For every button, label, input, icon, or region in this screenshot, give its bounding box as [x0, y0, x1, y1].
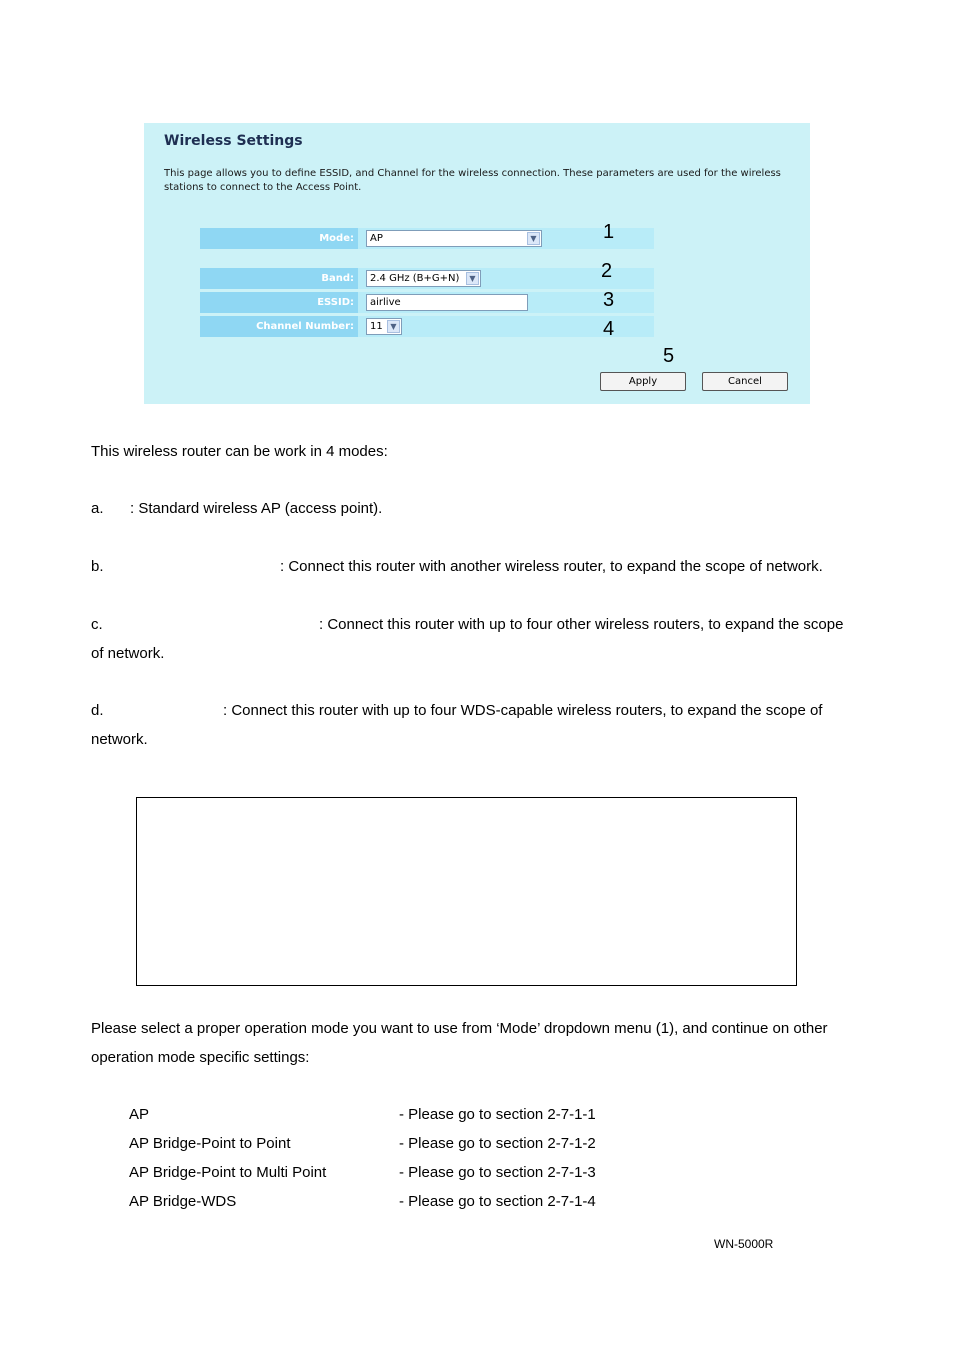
essid-row [200, 292, 654, 313]
section-mode: AP Bridge-WDS [129, 1193, 237, 1210]
marker-4: 4 [603, 318, 615, 340]
section-ref: - Please go to section 2-7-1-3 [399, 1164, 596, 1181]
mode-text: : Connect this router with up to four other wireless routers, to expand the scope of network. [91, 616, 844, 662]
marker-1: 1 [603, 221, 615, 243]
panel-description: This page allows you to define ESSID, and Channel for the wireless connection. These parameters are used for the wireless stations to connect to the Access Point. [164, 168, 781, 193]
channel-label: Channel Number: [200, 316, 358, 337]
essid-value: airlive [370, 297, 401, 308]
mode-value: AP [370, 233, 383, 244]
mode-letter: d. [91, 702, 104, 719]
wireless-settings-panel [144, 123, 810, 404]
note-box [136, 797, 797, 986]
channel-select[interactable] [366, 318, 402, 335]
marker-3: 3 [603, 289, 615, 311]
section-ref: - Please go to section 2-7-1-4 [399, 1193, 596, 1210]
mode-letter: c. [91, 616, 103, 633]
mode-select[interactable] [366, 230, 542, 247]
mode-row [200, 228, 654, 249]
band-row [200, 268, 654, 289]
mode-item-c [91, 610, 851, 668]
panel-title: Wireless Settings [164, 133, 303, 149]
mode-text: : Standard wireless AP (access point). [130, 500, 383, 517]
section-mode: AP Bridge-Point to Point [129, 1135, 291, 1152]
essid-label: ESSID: [200, 292, 358, 313]
instructions-text: Please select a proper operation mode you want to use from ‘Mode’ dropdown menu (1), and continue on other operation mode specific settings: [91, 1020, 828, 1066]
marker-5: 5 [663, 345, 675, 367]
mode-text: : Connect this router with another wireless router, to expand the scope of network. [280, 558, 823, 575]
apply-button[interactable]: Apply [600, 372, 686, 391]
band-value: 2.4 GHz (B+G+N) [370, 273, 460, 284]
chevron-down-icon: ▼ [387, 320, 400, 333]
section-mode: AP Bridge-Point to Multi Point [129, 1164, 327, 1181]
section-mode: AP [129, 1106, 150, 1123]
mode-item-d [91, 696, 871, 754]
mode-letter: a. [91, 500, 104, 517]
mode-letter: b. [91, 558, 104, 575]
chevron-down-icon: ▼ [527, 232, 540, 245]
intro-text: This wireless router can be work in 4 modes: [91, 443, 388, 460]
chevron-down-icon: ▼ [466, 272, 479, 285]
section-ref: - Please go to section 2-7-1-2 [399, 1135, 596, 1152]
section-ref: - Please go to section 2-7-1-1 [399, 1106, 596, 1123]
mode-text: : Connect this router with up to four WDS-capable wireless routers, to expand the scope of network. [91, 702, 823, 748]
cancel-button[interactable]: Cancel [702, 372, 788, 391]
band-label: Band: [200, 268, 358, 289]
channel-value: 11 [370, 321, 383, 332]
footer-model: WN-5000R [714, 1237, 774, 1251]
band-select[interactable] [366, 270, 481, 287]
marker-2: 2 [601, 260, 613, 282]
channel-row [200, 316, 654, 337]
essid-input[interactable] [366, 294, 528, 311]
mode-label: Mode: [200, 228, 358, 249]
